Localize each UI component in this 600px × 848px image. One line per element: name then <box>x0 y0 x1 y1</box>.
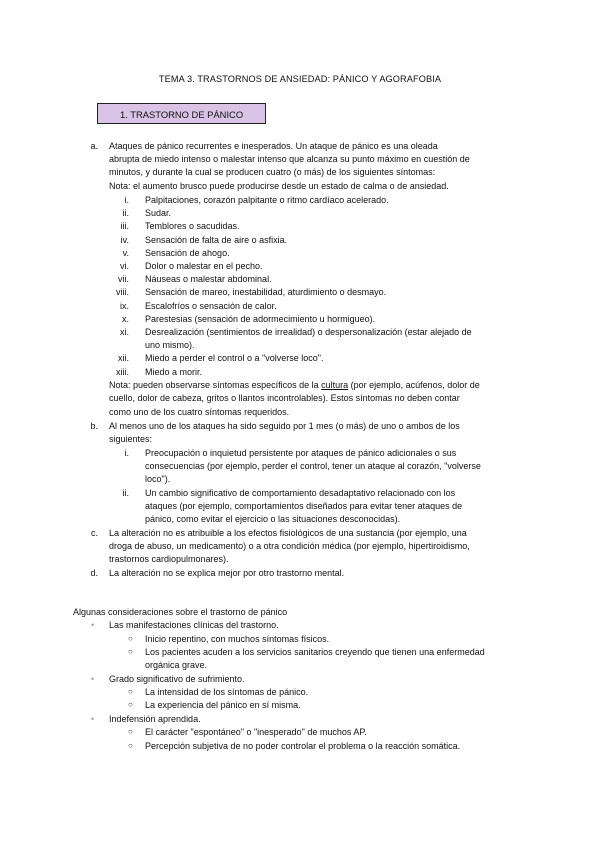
item-marker-b: b. <box>90 421 98 431</box>
b-item-line: Preocupación o inquietud persistente por ataques de pánico adicionales o sus <box>145 448 457 458</box>
symptom-text: Sensación de falta de aire o asfixia. <box>145 234 288 245</box>
criterion-a-note2-line: como uno de los cuatro síntomas requeridos. <box>109 407 290 417</box>
bullet-circle-icon: ○ <box>128 647 133 656</box>
symptom-text: Dolor o malestar en el pecho. <box>145 261 263 271</box>
criterion-a-line: Ataques de pánico recurrentes e inesperados. Un ataque de pánico es una oleada <box>109 141 438 151</box>
criterion-c-line: trastornos cardiopulmonares). <box>109 554 229 564</box>
symptom-marker: vii. <box>118 274 129 285</box>
symptom-marker: viii. <box>116 287 129 298</box>
symptom-text: Náuseas o malestar abdominal. <box>145 274 272 285</box>
bullet-dot-icon: • <box>91 620 95 630</box>
consideration-sub: El carácter "espontáneo" o "inesperado" de muchos AP. <box>145 727 367 737</box>
b-item-line: ataques (por ejemplo, comportamientos diseñados para evitar tener ataques de <box>145 501 463 511</box>
symptom-text: Sensación de mareo, inestabilidad, aturdimiento o desmayo. <box>145 287 387 298</box>
criterion-a-note2-line: cuello, dolor de cabeza, gritos o llantos incontrolables). Estos síntomas no deben contar <box>109 393 460 403</box>
bullet-circle-icon: ○ <box>128 727 133 736</box>
bullet-circle-icon: ○ <box>128 741 133 750</box>
consideration-label: Grado significativo de sufrimiento. <box>109 674 245 684</box>
symptom-marker: ii. <box>122 208 129 219</box>
criterion-d-line: La alteración no se explica mejor por otro trastorno mental. <box>109 568 345 578</box>
symptom-text: Desrealización (sentimientos de irrealidad) o despersonalización (estar alejado de <box>145 327 472 337</box>
symptom-text: Temblores o sacudidas. <box>145 221 240 232</box>
criterion-c-line: La alteración no es atribuible a los efectos fisiológicos de una sustancia (por ejemplo, una <box>109 528 467 538</box>
symptom-text: Parestesias (sensación de adormecimiento u hormigueo). <box>145 313 376 324</box>
b-item-line: Un cambio significativo de comportamiento desadaptativo relacionado con los <box>145 488 456 498</box>
symptom-text: Miedo a perder el control o a "volverse loco". <box>145 353 324 364</box>
b-item-line: pánico, como evitar el ejercicio o las situaciones desconocidas). <box>145 514 401 524</box>
document-title: TEMA 3. TRASTORNOS DE ANSIEDAD: PÁNICO Y AGORAFOBIA <box>158 74 442 84</box>
criterion-a-note2: Nota: pueden observarse síntomas específicos de la cultura (por ejemplo, acúfenos, dolor de <box>109 380 480 390</box>
symptom-marker: vi. <box>120 261 129 271</box>
symptom-marker: iii. <box>120 221 129 232</box>
b-item-line: loco"). <box>145 474 171 484</box>
bullet-circle-icon: ○ <box>128 687 133 696</box>
symptom-text: uno mismo). <box>145 340 195 351</box>
symptom-text: Escalofríos o sensación de calor. <box>145 300 277 311</box>
item-marker-c: c. <box>90 528 98 538</box>
b-item-line: consecuencias (por ejemplo, perder el control, tener un ataque al corazón, "volverse <box>145 461 481 471</box>
symptom-marker: x. <box>121 313 129 324</box>
symptom-text: Miedo a morir. <box>145 366 203 377</box>
criterion-b-line: siguientes: <box>109 434 153 444</box>
symptom-marker: xiii. <box>116 366 129 377</box>
criterion-a-line: abrupta de miedo intenso o malestar intenso que alcanza su punto máximo en cuestión de <box>109 154 470 164</box>
criterion-b-line: Al menos uno de los ataques ha sido seguido por 1 mes (o más) de uno o ambos de los <box>109 421 460 431</box>
bullet-dot-icon: • <box>91 674 95 684</box>
consideration-label: Indefensión aprendida. <box>109 714 201 724</box>
symptom-text: Palpitaciones, corazón palpitante o ritmo cardíaco acelerado. <box>145 195 389 205</box>
item-marker-a: a. <box>90 141 98 151</box>
symptom-marker: ix. <box>120 300 129 311</box>
symptom-text: Sensación de ahogo. <box>145 247 230 258</box>
consideration-sub: Los pacientes acuden a los servicios sanitarios creyendo que tienen una enfermedad <box>145 647 485 657</box>
criterion-a-line: minutos, y durante la cual se producen cuatro (o más) de los siguientes síntomas: <box>109 167 436 177</box>
consideration-sub: orgánica grave. <box>145 660 208 670</box>
bullet-circle-icon: ○ <box>128 634 133 643</box>
symptom-marker: v. <box>122 247 129 258</box>
criterion-a-note: Nota: el aumento brusco puede producirse desde un estado de calma o de ansiedad. <box>109 181 449 191</box>
criterion-c-line: droga de abuso, un medicamento) o a otra condición médica (por ejemplo, hipertiroidismo, <box>109 541 470 551</box>
symptom-text: Sudar. <box>145 208 172 219</box>
b-item-marker: i. <box>124 448 129 458</box>
consideration-sub: La experiencia del pánico en sí misma. <box>145 700 301 710</box>
section-heading: 1. TRASTORNO DE PÁNICO <box>97 103 266 124</box>
b-item-marker: ii. <box>122 488 129 498</box>
symptom-marker: i. <box>124 195 129 205</box>
consideration-sub: La intensidad de los síntomas de pánico. <box>145 687 309 697</box>
consideration-sub: Percepción subjetiva de no poder controlar el problema o la reacción somática. <box>145 741 461 751</box>
bullet-dot-icon: • <box>91 714 95 724</box>
symptom-marker: iv. <box>120 234 129 245</box>
item-marker-d: d. <box>90 568 98 578</box>
considerations-heading: Algunas consideraciones sobre el trastorno de pánico <box>73 607 288 617</box>
symptom-marker: xii. <box>118 353 129 364</box>
consideration-sub: Inicio repentino, con muchos síntomas físicos. <box>145 634 330 644</box>
consideration-label: Las manifestaciones clínicas del trastorno. <box>109 620 279 630</box>
cultura-link[interactable]: cultura <box>321 380 349 390</box>
bullet-circle-icon: ○ <box>128 700 133 709</box>
symptom-marker: xi. <box>120 327 129 337</box>
